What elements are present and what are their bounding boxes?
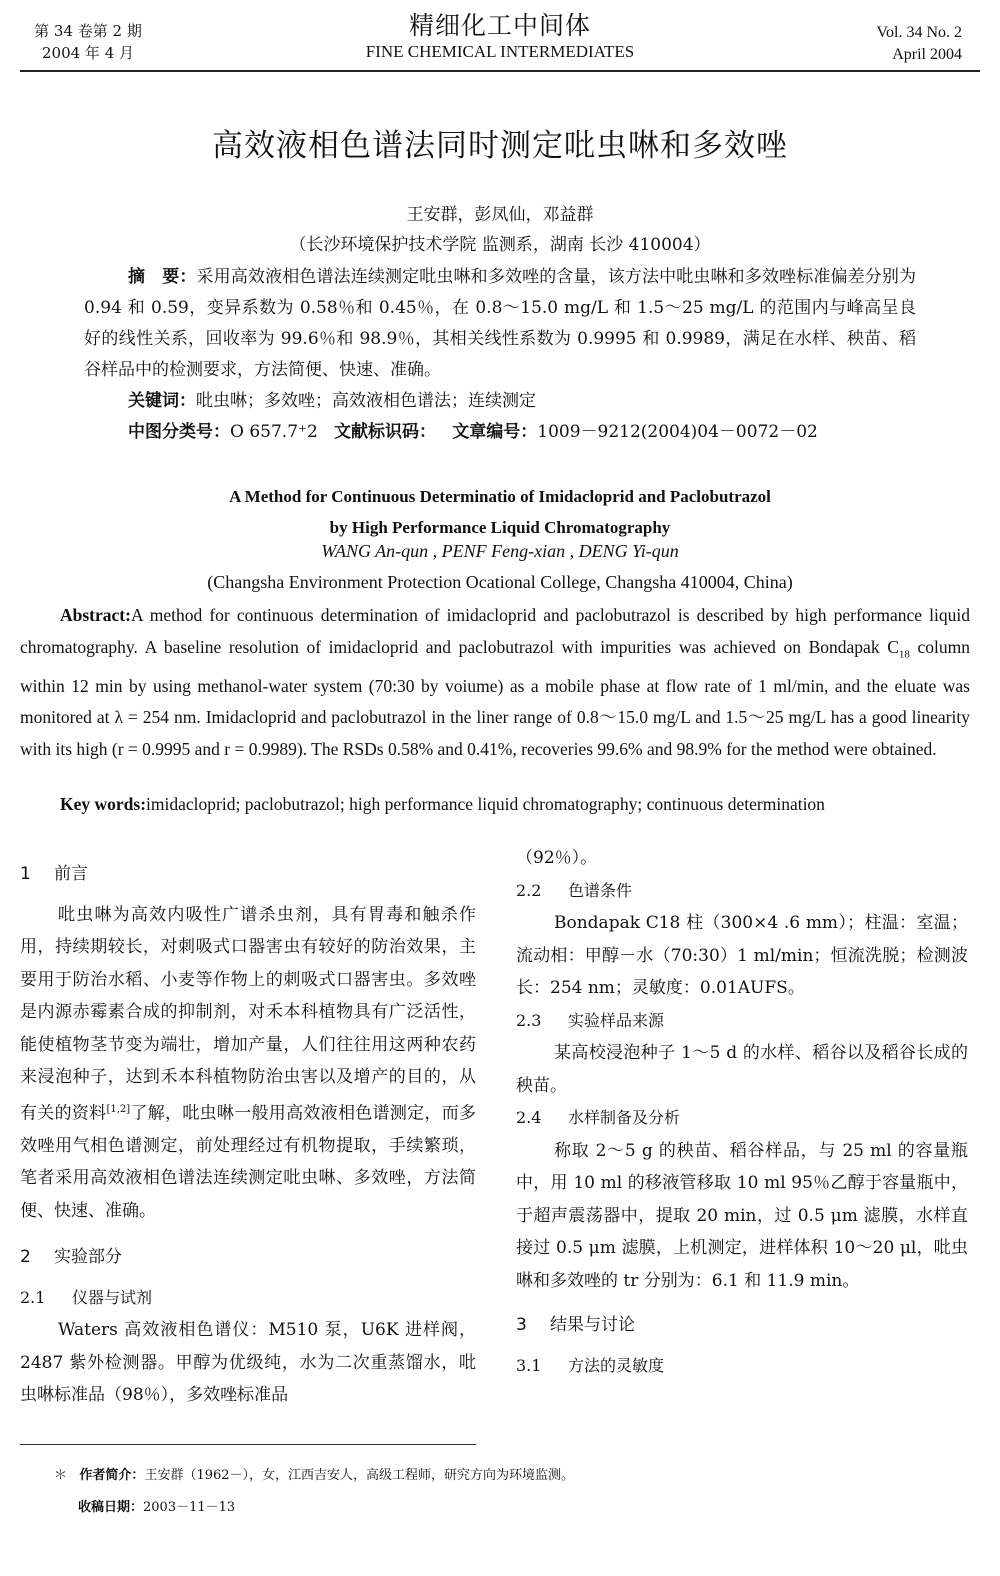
paper-title: 高效液相色谱法同时测定吡虫啉和多效唑 bbox=[212, 128, 788, 164]
doc-code-label: 文献标识码： bbox=[334, 422, 437, 442]
class-label: 中图分类号： bbox=[128, 422, 230, 442]
citation: [1,2] bbox=[106, 1103, 131, 1115]
issue-volume: 第 34 卷第 2 期 bbox=[34, 22, 142, 40]
section-heading bbox=[20, 1241, 476, 1274]
en-authors: WANG An-qun , PENF Feng-xian , DENG Yi-qun bbox=[321, 541, 679, 561]
subsection-heading bbox=[516, 1005, 968, 1038]
journal-name bbox=[300, 10, 700, 62]
subsection-title: 色谱条件 bbox=[568, 880, 633, 900]
received-date-label: 收稿日期： bbox=[78, 1500, 144, 1515]
footnote bbox=[54, 1460, 914, 1524]
abstract-en bbox=[20, 600, 970, 765]
subsection-number: 2.4 bbox=[516, 1108, 542, 1127]
paragraph-text: 了解，吡虫啉一般用高效液相色谱测定，而多效唑用气相色谱测定，前处理经过有机物提取，手续繁琐，笔者采用高效液相色谱法连续测定吡虫啉、多效唑，方法简便、快速、准确。 bbox=[20, 1103, 477, 1221]
paragraph-text: 吡虫啉为高效内吸性广谱杀虫剂，具有胃毒和触杀作用，持续期较长，对刺吸式口器害虫有较好的防治效果，主要用于防治水稻、小麦等作物上的刺吸式口器害虫。多效唑是内源赤霉素合成的抑制剂，对禾本科植物具有广泛活性，能使植物茎节变为端壮，增加产量，人们往往用这两种农药来浸泡种子，达到禾本科植物防治虫害以及增产的目的，从有关的资料 bbox=[20, 904, 476, 1124]
paragraph bbox=[20, 899, 476, 1228]
section-number: 2 bbox=[20, 1247, 31, 1268]
subsection-title: 实验样品来源 bbox=[568, 1010, 665, 1030]
abstract-en-subscript: 18 bbox=[898, 648, 910, 660]
section-title: 前言 bbox=[54, 864, 88, 884]
paragraph: Bondapak C18 柱（300×4 .6 mm）；柱温：室温；流动相：甲醇－水（70:30）1 ml/min；恒流洗脱；检测波长：254 nm；灵敏度：0.01AUFS。 bbox=[516, 913, 968, 998]
subsection-heading bbox=[516, 1350, 968, 1383]
subsection-title: 仪器与试剂 bbox=[72, 1287, 153, 1307]
abstract-en-text-a: A method for continuous determination of imidacloprid and paclobutrazol is described by high performance liquid chromatography. A baseline resolution of imidacloprid and paclobutrazol with impurities was achieved on Bondapak C bbox=[20, 605, 970, 657]
paragraph: 某高校浸泡种子 1～5 d 的水样、稻谷以及稻谷长成的秧苗。 bbox=[516, 1043, 968, 1096]
abstract-en-label: Abstract: bbox=[60, 605, 131, 625]
journal-name-cn: 精细化工中间体 bbox=[408, 11, 591, 40]
subsection-heading bbox=[516, 875, 968, 908]
en-title-line2: by High Performance Liquid Chromatography bbox=[329, 518, 671, 537]
paragraph-continued: （92％）。 bbox=[516, 848, 598, 868]
abstract-cn bbox=[84, 262, 916, 448]
en-title-line1: A Method for Continuous Determinatio of Imidacloprid and Paclobutrazol bbox=[229, 487, 771, 506]
class-value: O 657.7⁺2 bbox=[230, 422, 318, 442]
subsection-title: 方法的灵敏度 bbox=[568, 1355, 665, 1375]
subsection-title: 水样制备及分析 bbox=[568, 1108, 681, 1127]
received-date: 2003－11－13 bbox=[143, 1500, 236, 1515]
keywords-cn-label: 关键词： bbox=[128, 391, 196, 411]
subsection-number: 2.3 bbox=[516, 1010, 542, 1030]
subsection-heading bbox=[516, 1102, 968, 1135]
bio-label: 作者简介： bbox=[79, 1468, 145, 1483]
issue-date: 2004 年 4 月 bbox=[41, 44, 135, 62]
subsection-heading bbox=[20, 1282, 476, 1315]
issue-info bbox=[28, 20, 148, 64]
footnote-marker: ＊ bbox=[54, 1468, 68, 1483]
issue-info-en bbox=[842, 22, 962, 66]
abstract-en-text-b: column within 12 min by using methanol-water system (70:30 by voiume) as a mobile phase at flow rate of 1 ml/min, and the eluate was monitored at λ = 254 nm. Imidacloprid and paclobutrazol in the liner range of 0.8～15.0 mg/L and 1.5～25 mg/L has a good linearity with its high (r = 0.9995 and r = 0.9989). The RSDs 0.58% and 0.41%, recoveries 99.6% and 98.9% for the method were obtained. bbox=[20, 636, 970, 759]
article-no-label: 文章编号： bbox=[452, 422, 538, 442]
keywords-en-label: Key words: bbox=[60, 794, 147, 814]
paper-authors: 王安群，彭凤仙，邓益群 bbox=[406, 205, 594, 225]
keywords-en-text: imidacloprid; paclobutrazol; high performance liquid chromatography; continuous determination bbox=[146, 794, 825, 814]
body-left-column bbox=[20, 852, 476, 1412]
section-number: 1 bbox=[20, 864, 31, 884]
subsection-number: 3.1 bbox=[516, 1355, 542, 1375]
issue-volume-en: Vol. 34 No. 2 bbox=[876, 24, 962, 41]
paragraph: 称取 2～5 g 的秧苗、稻谷样品，与 25 ml 的容量瓶中，用 10 ml 的移液管移取 10 ml 95％乙醇于容量瓶中，于超声震荡器中，提取 20 min，过 0.5 μm 滤膜，水样直接过 0.5 μm 滤膜，上机测定，进样体积 10～20 μl，吡虫啉和多效唑的 tr 分别为：6.1 和 11.9 min。 bbox=[516, 1140, 968, 1291]
body-right-column bbox=[516, 842, 968, 1382]
journal-name-en: FINE CHEMICAL INTERMEDIATES bbox=[365, 42, 635, 61]
en-affiliation: (Changsha Environment Protection Ocational College, Changsha 410004, China) bbox=[207, 572, 793, 592]
bio-text: 王安群（1962－），女，江西吉安人，高级工程师，研究方向为环境监测。 bbox=[144, 1468, 575, 1483]
abstract-cn-text: 采用高效液相色谱法连续测定吡虫啉和多效唑的含量，该方法中吡虫啉和多效唑标准偏差分别为 0.94 和 0.59，变异系数为 0.58％和 0.45％，在 0.8～15.0 mg/L 和 1.5～25 mg/L 的范围内与峰高呈良好的线性关系，回收率为 99.6％和 98.9％，其相关线性系数为 0.9995 和 0.9989，满足在水样、秧苗、稻谷样品中的检测要求，方法简便、快速、准确。 bbox=[84, 267, 917, 380]
article-no-value: 1009－9212(2004)04－0072－02 bbox=[537, 422, 818, 442]
section-heading bbox=[20, 858, 476, 891]
subsection-number: 2.1 bbox=[20, 1287, 46, 1307]
keywords-cn: 吡虫啉；多效唑；高效液相色谱法；连续测定 bbox=[196, 391, 536, 411]
footnote-rule bbox=[20, 1444, 476, 1445]
en-title bbox=[0, 481, 1000, 543]
abstract-cn-label: 摘 要： bbox=[128, 267, 197, 287]
section-heading bbox=[516, 1309, 968, 1342]
paper-affiliation: （长沙环境保护技术学院 监测系，湖南 长沙 410004） bbox=[289, 235, 711, 255]
issue-date-en: April 2004 bbox=[892, 46, 962, 63]
header-rule bbox=[20, 70, 980, 72]
paragraph: Waters 高效液相色谱仪：M510 泵，U6K 进样阀，2487 紫外检测器。甲醇为优级纯，水为二次重蒸馏水，吡虫啉标准品（98％），多效唑标准品 bbox=[20, 1320, 476, 1406]
section-title: 结果与讨论 bbox=[550, 1315, 635, 1335]
section-number: 3 bbox=[516, 1315, 527, 1335]
keywords-en bbox=[20, 789, 970, 820]
subsection-number: 2.2 bbox=[516, 880, 542, 900]
section-title: 实验部分 bbox=[54, 1247, 122, 1268]
